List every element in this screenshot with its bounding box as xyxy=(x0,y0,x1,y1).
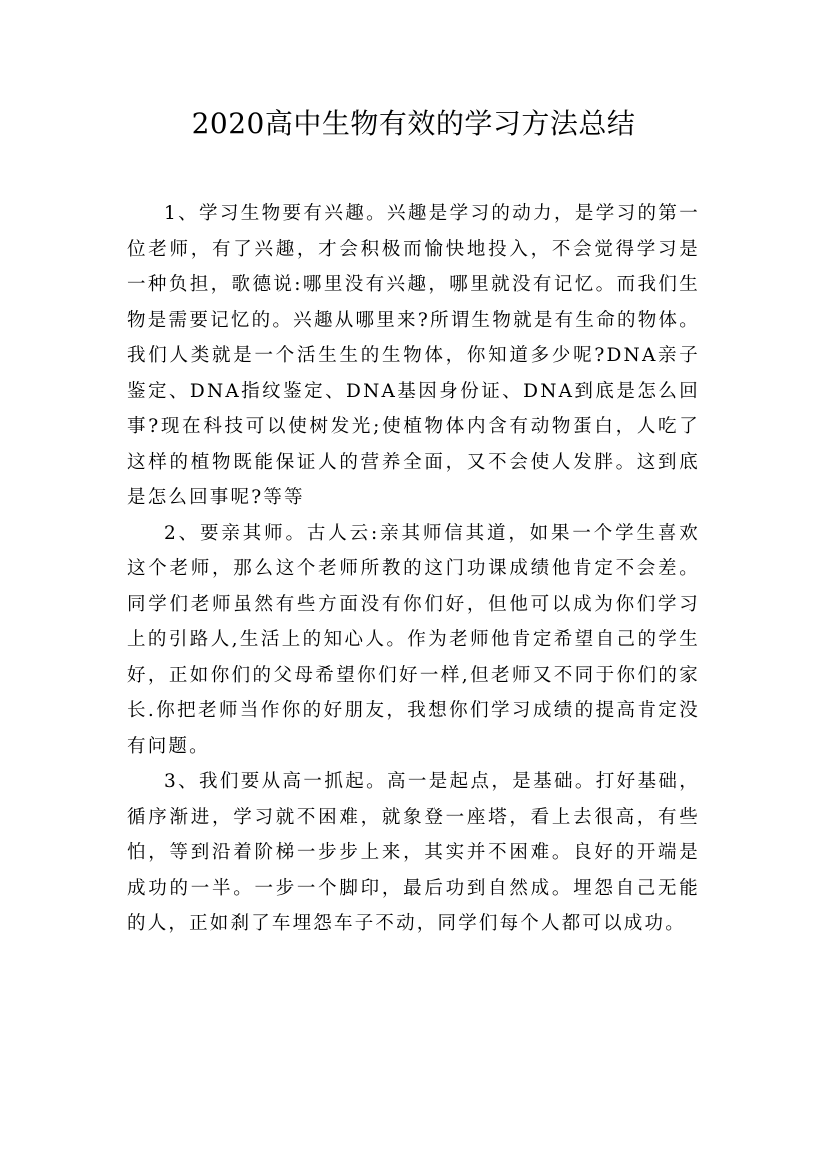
paragraph-2: 2、要亲其师。古人云:亲其师信其道，如果一个学生喜欢这个老师，那么这个老师所教的这门功课成绩他肯定不会差。同学们老师虽然有些方面没有你们好，但他可以成为你们学习上的引路人,生活上的知心人。作为老师他肯定希望自己的学生好，正如你们的父母希望你们好一样,但老师又不同于你们的家长.你把老师当作你的好朋友，我想你们学习成绩的提高肯定没有问题。 xyxy=(127,522,700,757)
document-body xyxy=(127,196,700,942)
page-title: 2020高中生物有效的学习方法总结 xyxy=(191,107,636,140)
paragraph-3: 3、我们要从高一抓起。高一是起点，是基础。打好基础，循序渐进，学习就不困难，就象登一座塔，看上去很高，有些怕，等到沿着阶梯一步步上来，其实并不困难。良好的开端是成功的一半。一步一个脚印，最后功到自然成。埋怨自己无能的人，正如刹了车埋怨车子不动，同学们每个人都可以成功。 xyxy=(127,771,700,934)
paragraph-1: 1、学习生物要有兴趣。兴趣是学习的动力，是学习的第一位老师，有了兴趣，才会积极而愉快地投入，不会觉得学习是一种负担，歌德说:哪里没有兴趣，哪里就没有记忆。而我们生物是需要记忆的。兴趣从哪里来?所谓生物就是有生命的物体。我们人类就是一个活生生的生物体，你知道多少呢?DNA亲子鉴定、DNA指纹鉴定、DNA基因身份证、DNA到底是怎么回事?现在科技可以使树发光;使植物体内含有动物蛋白，人吃了这样的植物既能保证人的营养全面，又不会使人发胖。这到底是怎么回事呢?等等 xyxy=(127,203,700,508)
